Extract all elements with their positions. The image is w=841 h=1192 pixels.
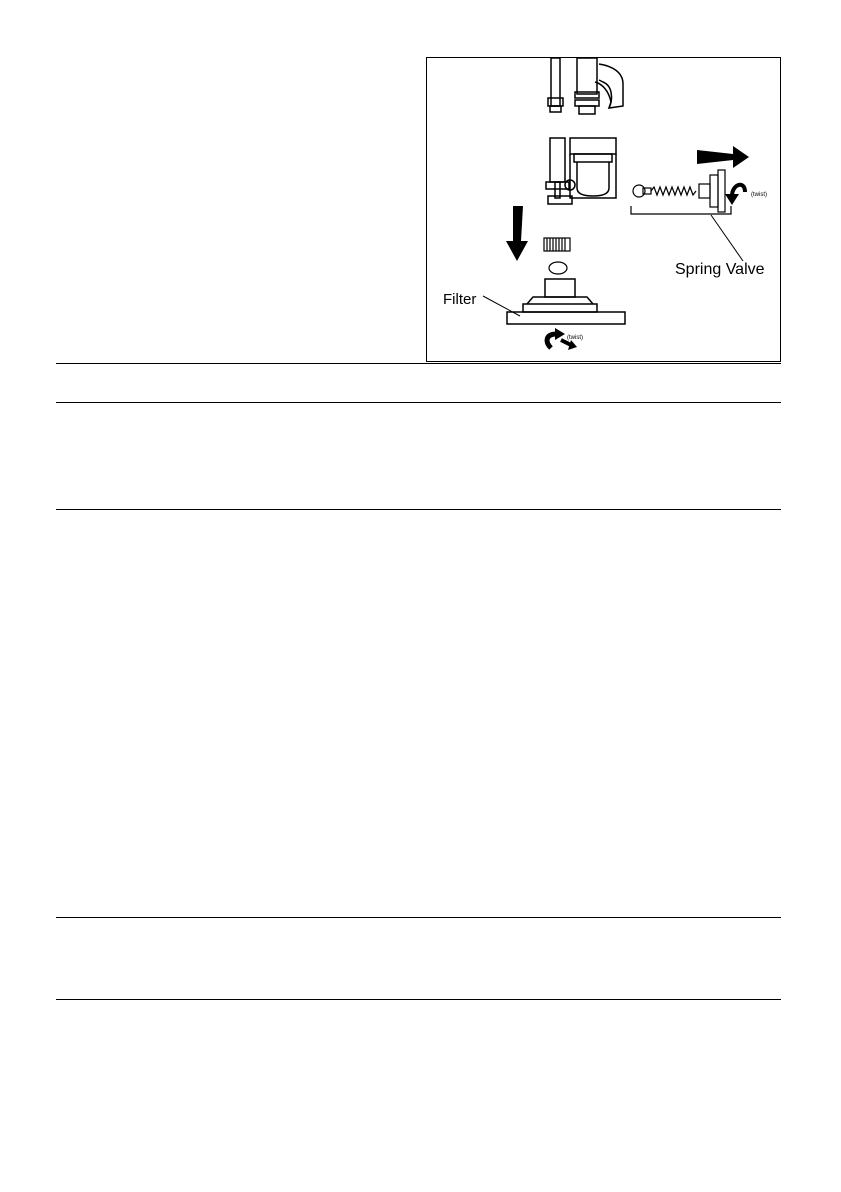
- divider-rule: [56, 402, 781, 403]
- upper-pipes: [548, 58, 623, 114]
- divider-rule: [56, 509, 781, 510]
- filter-spring-valve-diagram: [426, 57, 781, 362]
- curved-arrow-icon: [725, 185, 745, 205]
- small-parts: [544, 238, 570, 274]
- divider-rule: [56, 999, 781, 1000]
- filter-housing: [507, 279, 625, 324]
- filter-leader-line: [483, 296, 520, 316]
- valve-body: [546, 138, 616, 204]
- spring-valve-label: Spring Valve: [675, 261, 765, 278]
- diagram-svg: [427, 58, 782, 363]
- divider-rule: [56, 363, 781, 364]
- arrow-down-icon: [506, 206, 528, 261]
- divider-rule: [56, 917, 781, 918]
- twist-valve-label: (twist): [751, 192, 767, 198]
- arrow-right-icon: [697, 146, 749, 168]
- filter-label: Filter: [443, 291, 477, 308]
- spring-valve-assembly: [631, 170, 743, 261]
- twist-filter-label: (twist): [567, 335, 583, 341]
